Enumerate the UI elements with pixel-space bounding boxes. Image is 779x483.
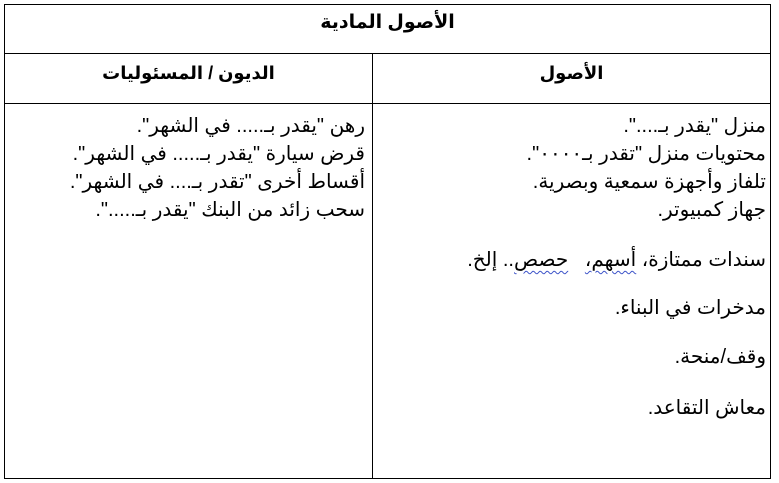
liabilities-cell <box>5 104 365 224</box>
asset-item-computer: جهاز كمبيوتر. <box>657 199 766 221</box>
table-header-row <box>5 54 770 104</box>
liability-item-overdraft: سحب زائد من البنك "يقدر بـ.....". <box>95 199 365 221</box>
asset-item-pension: معاش التقاعد. <box>647 397 766 419</box>
asset-item-tv-audio: تلفاز وأجهزة سمعية وبصرية. <box>532 171 766 193</box>
asset-item-house-contents: محتويات منزل "تقدر بـ٠٠٠٠". <box>526 143 766 165</box>
table-title: الأصول المادية <box>320 12 455 33</box>
securities-prefix: سندات ممتازة، <box>636 249 766 271</box>
assets-cell <box>373 104 766 422</box>
securities-word-stakes: حصص <box>514 249 569 271</box>
asset-item-endowment: وقف/منحة. <box>674 346 766 368</box>
liability-item-installments: أقساط أخرى "تقدر بـ.... في الشهر". <box>69 171 365 193</box>
assets-liabilities-table <box>4 4 771 479</box>
liabilities-header: الديون / المسئوليات <box>102 63 275 83</box>
asset-item-savings: مدخرات في البناء. <box>614 297 766 319</box>
asset-item-house: منزل "يقدر بـ....". <box>623 115 766 137</box>
liability-item-car-loan: قرض سيارة "يقدر بـ..... في الشهر". <box>72 143 365 165</box>
securities-space <box>568 249 585 271</box>
securities-suffix: .. إلخ. <box>467 249 514 271</box>
liability-item-mortgage: رهن "يقدر بـ..... في الشهر". <box>136 115 365 137</box>
table-title-row <box>5 5 770 54</box>
assets-header: الأصول <box>539 63 604 83</box>
securities-word-shares: أسهم، <box>584 249 637 271</box>
asset-item-securities <box>373 246 766 274</box>
